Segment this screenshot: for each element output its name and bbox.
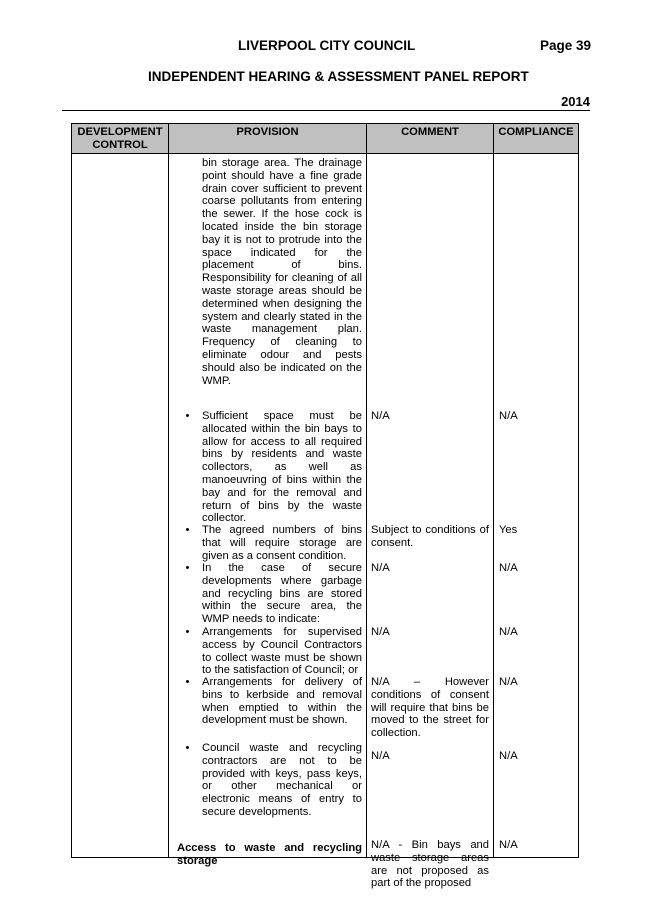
report-year: 2014: [561, 94, 590, 109]
table-row: [72, 154, 579, 858]
header-rule: [62, 110, 590, 111]
compliance-value: N/A: [499, 839, 518, 851]
compliance-value: Yes: [499, 524, 518, 536]
table-header-row: [72, 124, 579, 154]
comment-text: N/A - Bin bays and waste storage areas are not proposed as part of the proposed: [371, 839, 489, 890]
bullet-icon: •: [185, 676, 190, 688]
report-title: INDEPENDENT HEARING & ASSESSMENT PANEL REPORT: [148, 69, 529, 84]
column-header-comment: COMMENT: [367, 124, 494, 154]
column-header-compliance: COMPLIANCE: [494, 124, 579, 154]
assessment-table: [71, 123, 579, 890]
provision-text: In the case of secure developments where garbage and recycling bins are stored within the secure area, the WMP needs to indicate:: [202, 562, 362, 626]
provision-text: The agreed numbers of bins that will require storage are given as a consent condition.: [202, 524, 362, 562]
compliance-cell: [494, 154, 579, 858]
compliance-value: N/A: [499, 562, 518, 574]
provision-text: Arrangements for delivery of bins to kerbside and removal when emptied to within the development must be shown.: [202, 676, 362, 727]
comment-text: N/A: [371, 750, 390, 762]
bullet-icon: •: [185, 742, 190, 754]
provision-subheading: Access to waste and recycling storage: [177, 842, 362, 867]
council-name: LIVERPOOL CITY COUNCIL: [238, 38, 416, 53]
compliance-value: N/A: [499, 676, 518, 688]
comment-cell: [367, 154, 494, 890]
provision-item: [173, 626, 362, 677]
provision-text: Sufficient space must be allocated within the bin bays to allow for access to all required bins by residents and waste collectors, as well as manoeuvring of bins within the bay and for the removal and return of bins by the waste collector.: [202, 410, 362, 525]
provision-cell: [169, 154, 367, 867]
bullet-icon: •: [185, 626, 190, 638]
provision-item: [173, 562, 362, 626]
provision-text: Arrangements for supervised access by Council Contractors to collect waste must be shown to the satisfaction of Council; or: [202, 626, 362, 677]
provision-item: [173, 742, 362, 819]
compliance-value: N/A: [499, 750, 518, 762]
provision-item: [173, 524, 362, 562]
column-header-development-control: DEVELOPMENT CONTROL: [72, 124, 169, 154]
comment-text: N/A: [371, 626, 390, 638]
bullet-icon: •: [185, 524, 190, 536]
compliance-value: N/A: [499, 626, 518, 638]
comment-text: N/A: [371, 410, 390, 422]
provision-text: Council waste and recycling contractors are not to be provided with keys, pass keys, or other mechanical or electronic means of entry to secure developments.: [202, 742, 362, 818]
column-header-provision: PROVISION: [169, 124, 367, 154]
page-number: Page 39: [540, 38, 592, 53]
comment-text: N/A: [371, 562, 390, 574]
bullet-icon: •: [185, 562, 190, 574]
compliance-value: N/A: [499, 410, 518, 422]
provision-item: [173, 410, 362, 525]
comment-text: N/A – However conditions of consent will require that bins be moved to the street for collection.: [371, 676, 489, 740]
provision-item: [173, 676, 362, 727]
comment-text: Subject to conditions of consent.: [371, 524, 489, 549]
bullet-icon: •: [185, 410, 190, 422]
development-control-cell: [72, 154, 169, 858]
provision-intro-text: bin storage area. The drainage point should have a fine grade drain cover sufficient to prevent coarse pollutants from entering the sewer. If the hose cock is located inside the bin storage bay it is not to protrude into the space indicated for the placement of bins. Responsibility for cleaning of all waste storage areas should be determined when designing the system and clearly stated in the waste management plan. Frequency of cleaning to eliminate odour and pests should also be indicated on the WMP.: [202, 157, 362, 387]
